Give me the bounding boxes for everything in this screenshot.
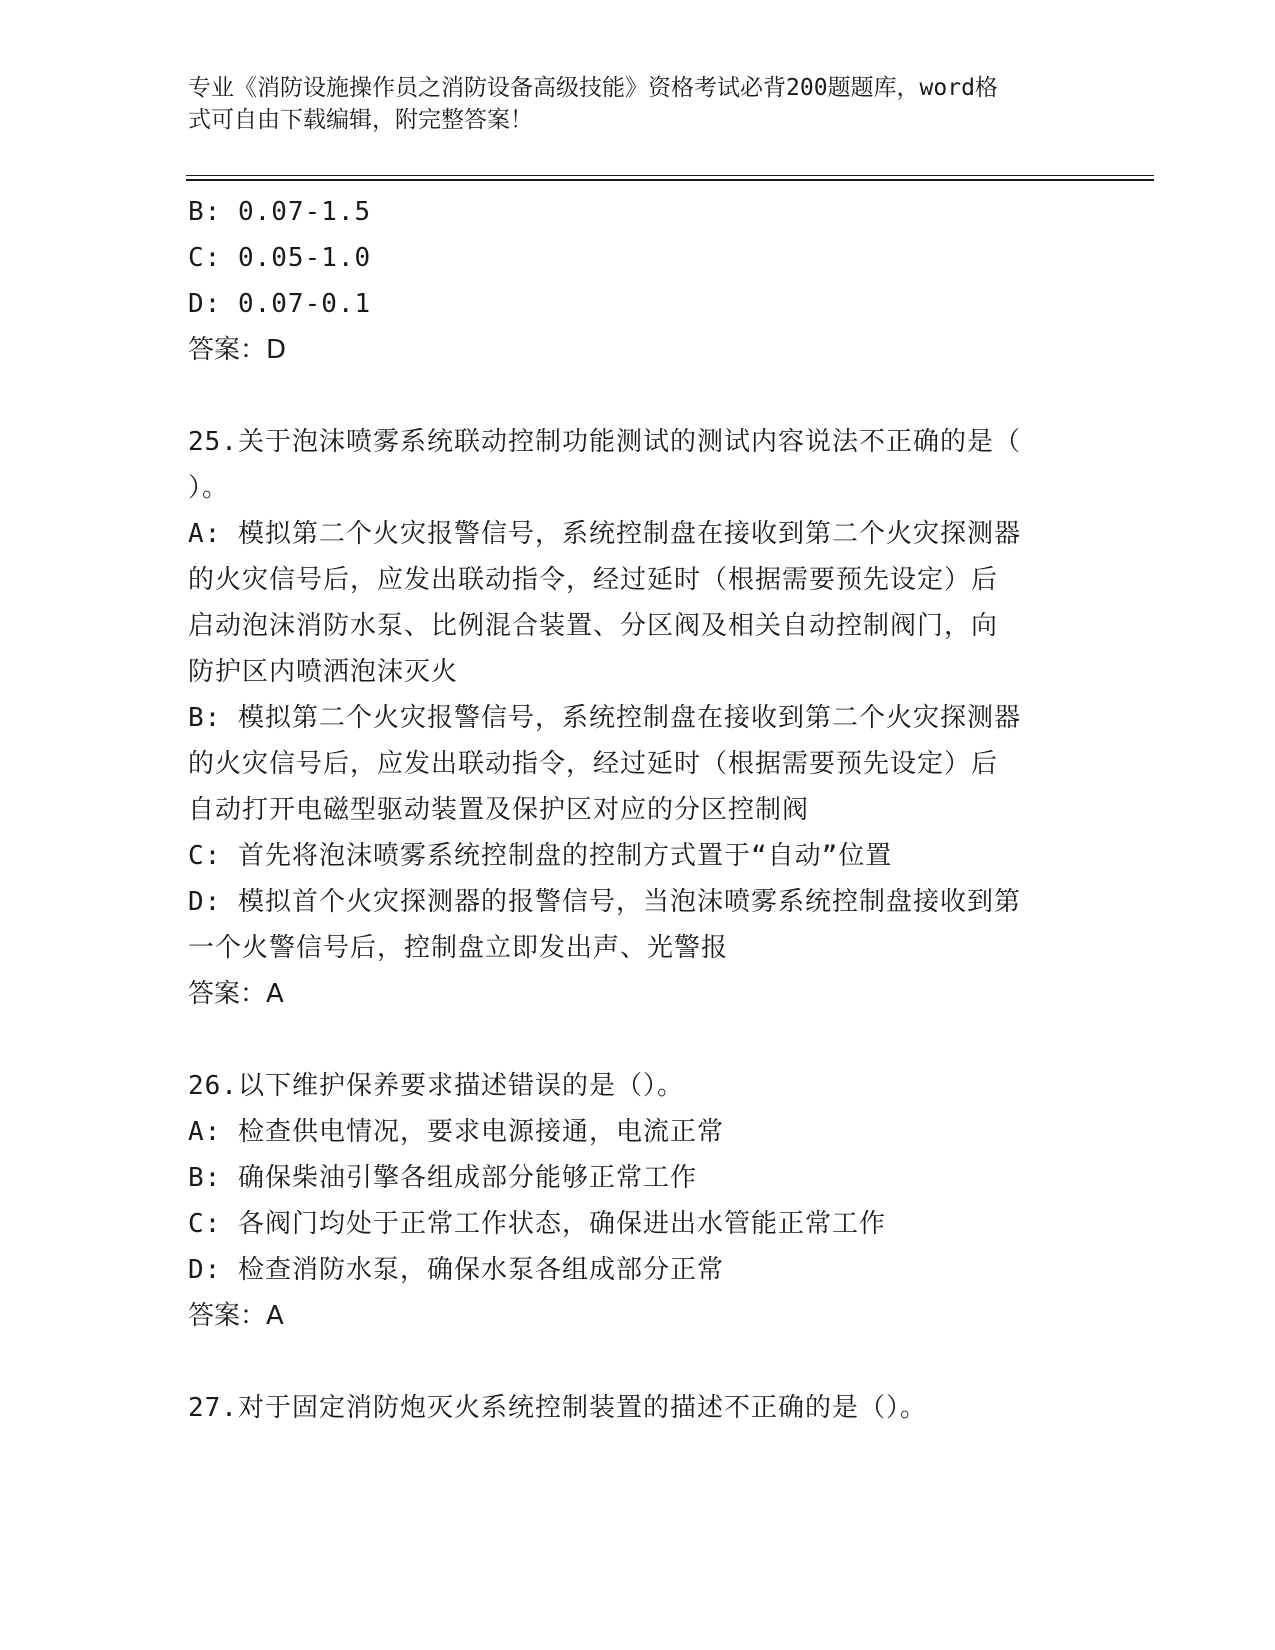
spacer: [188, 373, 1088, 419]
q25-stem-line: ）。: [188, 473, 230, 503]
q25-option-b-line: 的火灾信号后，应发出联动指令，经过延时（根据需要预先设定）后: [188, 749, 999, 779]
question-25: [188, 419, 1088, 1017]
q26-stem: 26.以下维护保养要求描述错误的是（）。: [188, 1071, 684, 1101]
q25-option-d-line: D: 模拟首个火灾探测器的报警信号，当泡沫喷雾系统控制盘接收到第: [188, 887, 1021, 917]
q25-option-a-line: 的火灾信号后，应发出联动指令，经过延时（根据需要预先设定）后: [188, 565, 999, 595]
q25-option-a-line: 防护区内喷洒泡沫灭火: [188, 657, 459, 687]
header-divider-thin: [186, 175, 1154, 176]
q25-answer: 答案：A: [188, 979, 284, 1009]
q25-option-a-line: 启动泡沫消防水泵、比例混合装置、分区阀及相关自动控制阀门，向: [188, 611, 999, 641]
q24-option-c: C: 0.05-1.0: [188, 243, 372, 273]
header-line-2: 式可自由下载编辑，附完整答案！: [188, 107, 533, 133]
spacer: [188, 1017, 1088, 1063]
header-line-1: 专业《消防设施操作员之消防设备高级技能》资格考试必背200题题库，word格: [188, 75, 998, 101]
question-24-tail: [188, 189, 1088, 373]
q26-option-c: C: 各阀门均处于正常工作状态，确保进出水管能正常工作: [188, 1209, 886, 1239]
q26-option-d: D: 检查消防水泵，确保水泵各组成部分正常: [188, 1255, 724, 1285]
q26-option-b: B: 确保柴油引擎各组成部分能够正常工作: [188, 1163, 697, 1193]
q24-answer: 答案：D: [188, 335, 287, 365]
q27-stem: 27.对于固定消防炮灭火系统控制装置的描述不正确的是（）。: [188, 1393, 927, 1423]
question-27: [188, 1385, 1088, 1431]
document-body: [188, 189, 1088, 1431]
document-header: [188, 72, 1068, 136]
q25-option-b-line: B: 模拟第二个火灾报警信号，系统控制盘在接收到第二个火灾探测器: [188, 703, 1021, 733]
q26-option-a: A: 检查供电情况，要求电源接通，电流正常: [188, 1117, 724, 1147]
q25-option-a-line: A: 模拟第二个火灾报警信号，系统控制盘在接收到第二个火灾探测器: [188, 519, 1021, 549]
header-divider-thick: [186, 179, 1154, 181]
q24-option-d: D: 0.07-0.1: [188, 289, 372, 319]
q25-option-c-line: C: 首先将泡沫喷雾系统控制盘的控制方式置于“自动”位置: [188, 841, 893, 871]
spacer: [188, 1339, 1088, 1385]
q25-option-d-line: 一个火警信号后，控制盘立即发出声、光警报: [188, 933, 729, 963]
q24-option-b: B: 0.07-1.5: [188, 197, 372, 227]
q26-answer: 答案：A: [188, 1301, 284, 1331]
q25-option-b-line: 自动打开电磁型驱动装置及保护区对应的分区控制阀: [188, 795, 810, 825]
q25-stem-line: 25.关于泡沫喷雾系统联动控制功能测试的测试内容说法不正确的是（: [188, 427, 1021, 457]
question-26: [188, 1063, 1088, 1339]
